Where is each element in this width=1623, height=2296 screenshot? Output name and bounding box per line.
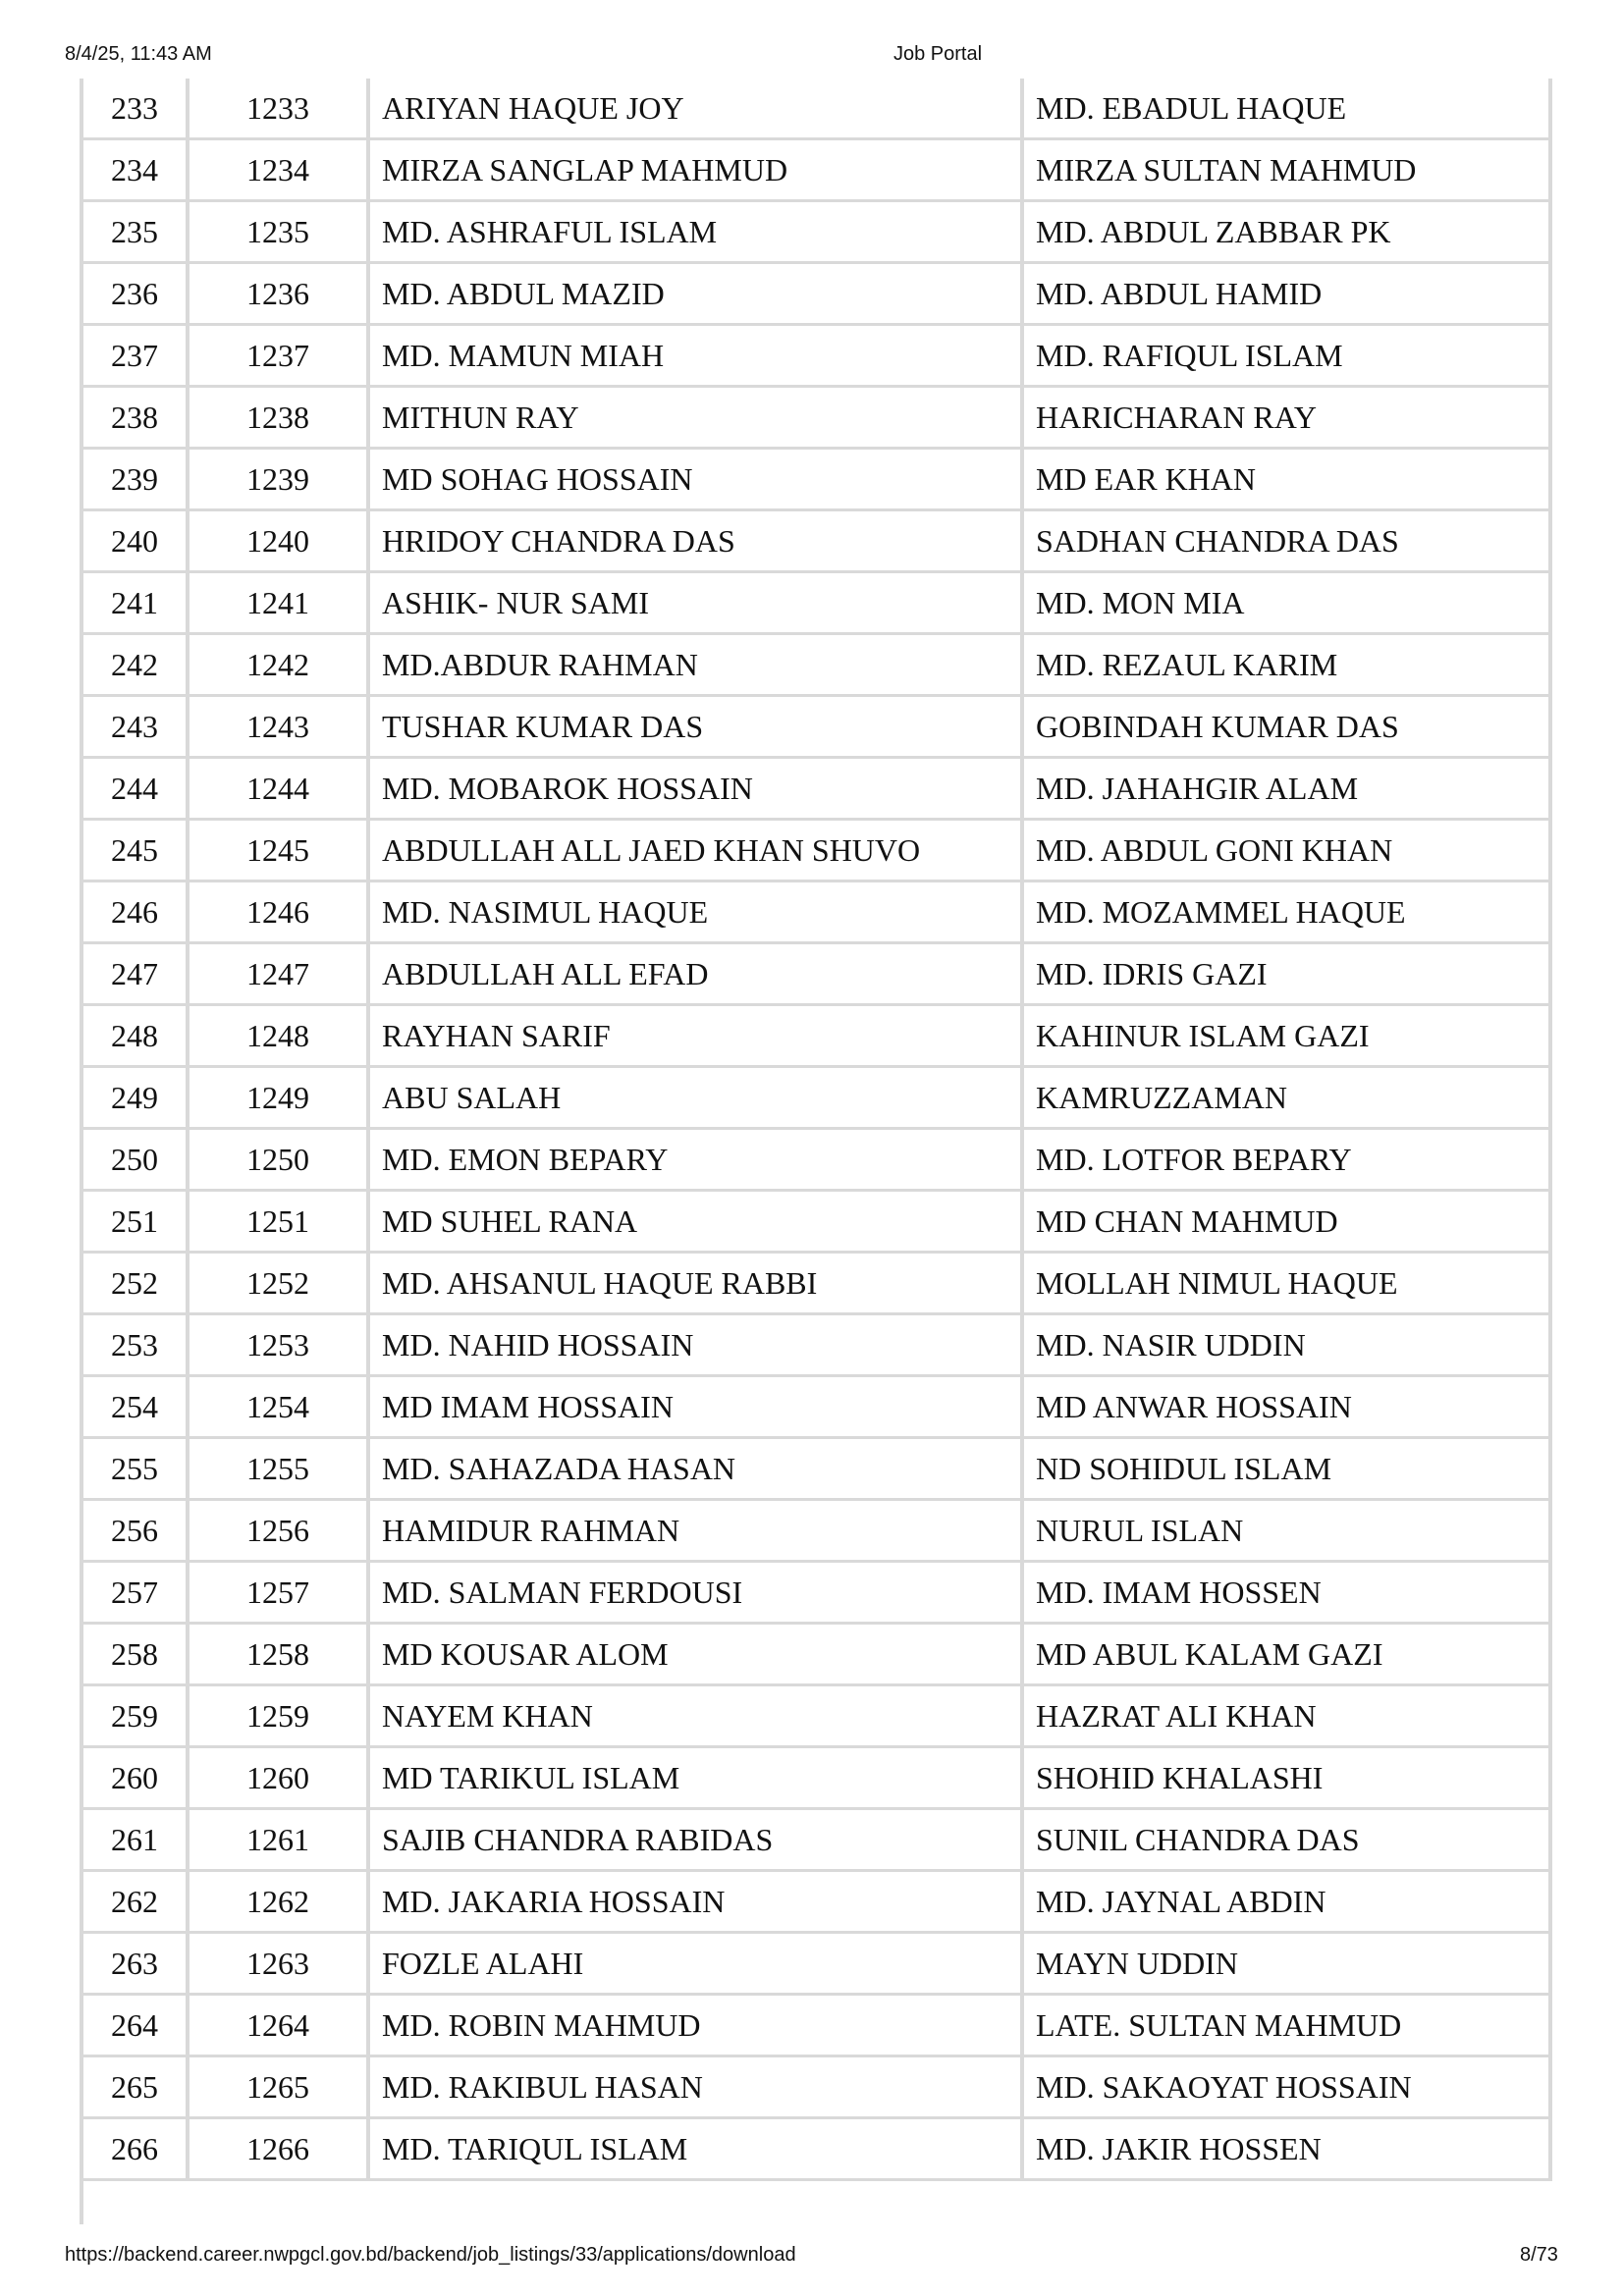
cell-name: MD. EMON BEPARY	[370, 1130, 1024, 1192]
cell-roll: 1248	[189, 1006, 370, 1068]
cell-name: HRIDOY CHANDRA DAS	[370, 511, 1024, 573]
cell-name: MD SUHEL RANA	[370, 1192, 1024, 1254]
source-url: https://backend.career.nwpgcl.gov.bd/backend/job_listings/33/applications/download	[65, 2244, 796, 2266]
cell-serial: 254	[80, 1377, 189, 1439]
table-row	[80, 635, 1552, 697]
cell-name: ABU SALAH	[370, 1068, 1024, 1130]
cell-serial: 244	[80, 759, 189, 821]
cell-father-name: MD. NASIR UDDIN	[1024, 1315, 1552, 1377]
cell-roll: 1236	[189, 264, 370, 326]
cell-roll: 1258	[189, 1625, 370, 1686]
cell-serial: 251	[80, 1192, 189, 1254]
cell-roll: 1262	[189, 1872, 370, 1934]
cell-serial: 243	[80, 697, 189, 759]
cell-father-name: MD. SAKAOYAT HOSSAIN	[1024, 2057, 1552, 2119]
table-row	[80, 1872, 1552, 1934]
cell-name: MD. RAKIBUL HASAN	[370, 2057, 1024, 2119]
cell-name: ARIYAN HAQUE JOY	[370, 79, 1024, 140]
table-row	[80, 1810, 1552, 1872]
cell-father-name: MD. LOTFOR BEPARY	[1024, 1130, 1552, 1192]
cell-roll: 1257	[189, 1563, 370, 1625]
cell-name: ASHIK- NUR SAMI	[370, 573, 1024, 635]
cell-roll: 1256	[189, 1501, 370, 1563]
table-row	[80, 697, 1552, 759]
cell-name: MD. MOBAROK HOSSAIN	[370, 759, 1024, 821]
cell-name: MD KOUSAR ALOM	[370, 1625, 1024, 1686]
cell-father-name: MD ANWAR HOSSAIN	[1024, 1377, 1552, 1439]
cell-roll: 1243	[189, 697, 370, 759]
cell-father-name: MD. ABDUL GONI KHAN	[1024, 821, 1552, 882]
cell-roll: 1247	[189, 944, 370, 1006]
cell-serial: 263	[80, 1934, 189, 1996]
cell-serial: 259	[80, 1686, 189, 1748]
table-row	[80, 1254, 1552, 1315]
page-number: 8/73	[1520, 2244, 1558, 2266]
table-row	[80, 79, 1552, 140]
cell-serial: 255	[80, 1439, 189, 1501]
cell-name: MD. JAKARIA HOSSAIN	[370, 1872, 1024, 1934]
table-row	[80, 1934, 1552, 1996]
cell-roll: 1246	[189, 882, 370, 944]
cell-serial: 264	[80, 1996, 189, 2057]
cell-father-name: HAZRAT ALI KHAN	[1024, 1686, 1552, 1748]
cell-serial: 250	[80, 1130, 189, 1192]
cell-roll: 1234	[189, 140, 370, 202]
cell-serial: 262	[80, 1872, 189, 1934]
cell-father-name: MD. JAYNAL ABDIN	[1024, 1872, 1552, 1934]
cell-serial: 233	[80, 79, 189, 140]
cell-roll: 1266	[189, 2119, 370, 2181]
cell-roll: 1249	[189, 1068, 370, 1130]
cell-serial: 249	[80, 1068, 189, 1130]
cell-serial: 245	[80, 821, 189, 882]
page-title: Job Portal	[893, 43, 983, 65]
table-row	[80, 2119, 1552, 2181]
cell-serial: 256	[80, 1501, 189, 1563]
applicants-table	[80, 79, 1552, 2181]
cell-name: MITHUN RAY	[370, 388, 1024, 450]
table-row	[80, 511, 1552, 573]
cell-name: NAYEM KHAN	[370, 1686, 1024, 1748]
cell-roll: 1235	[189, 202, 370, 264]
table-row	[80, 1501, 1552, 1563]
table-row	[80, 882, 1552, 944]
table-row	[80, 202, 1552, 264]
cell-roll: 1237	[189, 326, 370, 388]
table-row	[80, 1315, 1552, 1377]
table-row	[80, 1006, 1552, 1068]
table-row	[80, 1130, 1552, 1192]
cell-name: SAJIB CHANDRA RABIDAS	[370, 1810, 1024, 1872]
cell-roll: 1263	[189, 1934, 370, 1996]
cell-father-name: HARICHARAN RAY	[1024, 388, 1552, 450]
cell-name: MD TARIKUL ISLAM	[370, 1748, 1024, 1810]
cell-serial: 235	[80, 202, 189, 264]
cell-serial: 236	[80, 264, 189, 326]
cell-father-name: MD. JAHAHGIR ALAM	[1024, 759, 1552, 821]
cell-roll: 1253	[189, 1315, 370, 1377]
cell-serial: 242	[80, 635, 189, 697]
cell-name: TUSHAR KUMAR DAS	[370, 697, 1024, 759]
cell-serial: 252	[80, 1254, 189, 1315]
cell-name: MD. SAHAZADA HASAN	[370, 1439, 1024, 1501]
cell-father-name: NURUL ISLAN	[1024, 1501, 1552, 1563]
cell-name: MD. NASIMUL HAQUE	[370, 882, 1024, 944]
cell-father-name: SUNIL CHANDRA DAS	[1024, 1810, 1552, 1872]
cell-serial: 240	[80, 511, 189, 573]
cell-roll: 1261	[189, 1810, 370, 1872]
table-row	[80, 821, 1552, 882]
cell-name: MD. TARIQUL ISLAM	[370, 2119, 1024, 2181]
cell-father-name: GOBINDAH KUMAR DAS	[1024, 697, 1552, 759]
cell-serial: 238	[80, 388, 189, 450]
cell-father-name: MD. IDRIS GAZI	[1024, 944, 1552, 1006]
cell-father-name: LATE. SULTAN MAHMUD	[1024, 1996, 1552, 2057]
table-row	[80, 1377, 1552, 1439]
table-row	[80, 1996, 1552, 2057]
table-row	[80, 264, 1552, 326]
cell-father-name: MIRZA SULTAN MAHMUD	[1024, 140, 1552, 202]
print-date: 8/4/25, 11:43 AM	[65, 43, 212, 65]
cell-serial: 253	[80, 1315, 189, 1377]
cell-name: MD. AHSANUL HAQUE RABBI	[370, 1254, 1024, 1315]
cell-roll: 1244	[189, 759, 370, 821]
cell-name: MD IMAM HOSSAIN	[370, 1377, 1024, 1439]
cell-father-name: MD. MOZAMMEL HAQUE	[1024, 882, 1552, 944]
applicants-table-body	[80, 79, 1552, 2181]
cell-roll: 1255	[189, 1439, 370, 1501]
cell-name: FOZLE ALAHI	[370, 1934, 1024, 1996]
cell-name: ABDULLAH ALL JAED KHAN SHUVO	[370, 821, 1024, 882]
table-border-continuation	[80, 2167, 83, 2224]
cell-father-name: MD. REZAUL KARIM	[1024, 635, 1552, 697]
cell-serial: 248	[80, 1006, 189, 1068]
cell-name: MD. NAHID HOSSAIN	[370, 1315, 1024, 1377]
table-row	[80, 2057, 1552, 2119]
cell-serial: 261	[80, 1810, 189, 1872]
cell-serial: 234	[80, 140, 189, 202]
cell-serial: 239	[80, 450, 189, 511]
cell-name: RAYHAN SARIF	[370, 1006, 1024, 1068]
cell-name: ABDULLAH ALL EFAD	[370, 944, 1024, 1006]
table-row	[80, 944, 1552, 1006]
cell-father-name: MOLLAH NIMUL HAQUE	[1024, 1254, 1552, 1315]
cell-serial: 266	[80, 2119, 189, 2181]
cell-name: MD.ABDUR RAHMAN	[370, 635, 1024, 697]
table-row	[80, 1563, 1552, 1625]
cell-father-name: MD. EBADUL HAQUE	[1024, 79, 1552, 140]
cell-roll: 1238	[189, 388, 370, 450]
table-row	[80, 1068, 1552, 1130]
cell-serial: 241	[80, 573, 189, 635]
cell-father-name: MD. IMAM HOSSEN	[1024, 1563, 1552, 1625]
cell-name: MD. SALMAN FERDOUSI	[370, 1563, 1024, 1625]
cell-serial: 257	[80, 1563, 189, 1625]
cell-serial: 237	[80, 326, 189, 388]
cell-name: MIRZA SANGLAP MAHMUD	[370, 140, 1024, 202]
cell-father-name: MD. ABDUL HAMID	[1024, 264, 1552, 326]
table-row	[80, 1439, 1552, 1501]
table-row	[80, 1748, 1552, 1810]
cell-father-name: KAMRUZZAMAN	[1024, 1068, 1552, 1130]
table-row	[80, 1192, 1552, 1254]
cell-serial: 260	[80, 1748, 189, 1810]
cell-father-name: SADHAN CHANDRA DAS	[1024, 511, 1552, 573]
cell-roll: 1254	[189, 1377, 370, 1439]
applicants-table-container	[80, 79, 1552, 2181]
table-row	[80, 326, 1552, 388]
cell-roll: 1260	[189, 1748, 370, 1810]
cell-father-name: MD ABUL KALAM GAZI	[1024, 1625, 1552, 1686]
table-row	[80, 388, 1552, 450]
cell-serial: 258	[80, 1625, 189, 1686]
cell-serial: 247	[80, 944, 189, 1006]
table-row	[80, 450, 1552, 511]
cell-father-name: KAHINUR ISLAM GAZI	[1024, 1006, 1552, 1068]
cell-roll: 1250	[189, 1130, 370, 1192]
cell-roll: 1252	[189, 1254, 370, 1315]
cell-father-name: MAYN UDDIN	[1024, 1934, 1552, 1996]
cell-father-name: MD. MON MIA	[1024, 573, 1552, 635]
cell-name: MD. MAMUN MIAH	[370, 326, 1024, 388]
cell-father-name: ND SOHIDUL ISLAM	[1024, 1439, 1552, 1501]
table-row	[80, 573, 1552, 635]
cell-father-name: SHOHID KHALASHI	[1024, 1748, 1552, 1810]
cell-roll: 1239	[189, 450, 370, 511]
cell-father-name: MD. JAKIR HOSSEN	[1024, 2119, 1552, 2181]
cell-father-name: MD. RAFIQUL ISLAM	[1024, 326, 1552, 388]
cell-roll: 1242	[189, 635, 370, 697]
cell-roll: 1241	[189, 573, 370, 635]
cell-name: HAMIDUR RAHMAN	[370, 1501, 1024, 1563]
cell-roll: 1259	[189, 1686, 370, 1748]
cell-serial: 265	[80, 2057, 189, 2119]
cell-name: MD. ABDUL MAZID	[370, 264, 1024, 326]
table-row	[80, 1686, 1552, 1748]
cell-father-name: MD EAR KHAN	[1024, 450, 1552, 511]
cell-roll: 1245	[189, 821, 370, 882]
table-row	[80, 759, 1552, 821]
cell-roll: 1240	[189, 511, 370, 573]
cell-name: MD. ASHRAFUL ISLAM	[370, 202, 1024, 264]
cell-roll: 1251	[189, 1192, 370, 1254]
table-row	[80, 1625, 1552, 1686]
cell-roll: 1265	[189, 2057, 370, 2119]
cell-father-name: MD. ABDUL ZABBAR PK	[1024, 202, 1552, 264]
cell-serial: 246	[80, 882, 189, 944]
cell-name: MD. ROBIN MAHMUD	[370, 1996, 1024, 2057]
cell-roll: 1233	[189, 79, 370, 140]
cell-father-name: MD CHAN MAHMUD	[1024, 1192, 1552, 1254]
table-row	[80, 140, 1552, 202]
cell-name: MD SOHAG HOSSAIN	[370, 450, 1024, 511]
cell-roll: 1264	[189, 1996, 370, 2057]
